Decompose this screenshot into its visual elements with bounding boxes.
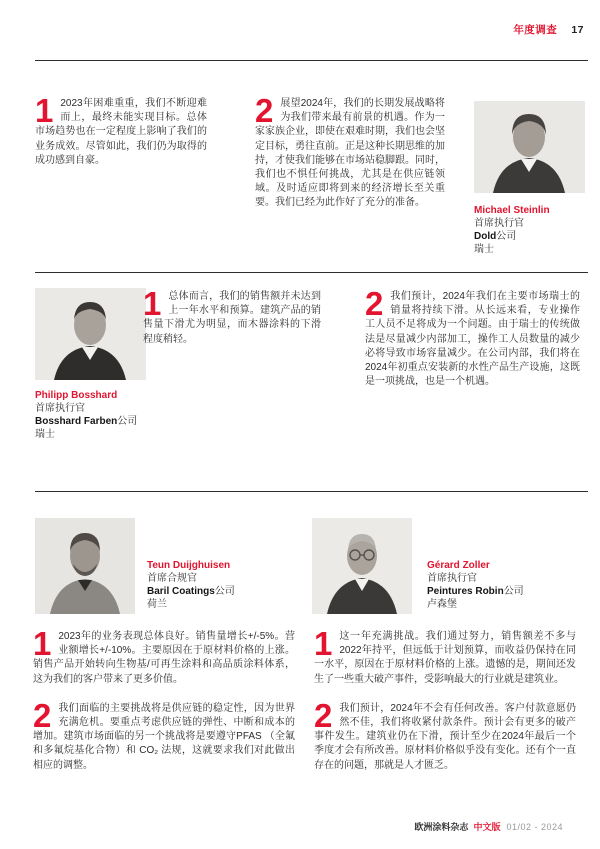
profile-caption bbox=[474, 204, 585, 256]
paragraph-number: 2 bbox=[314, 696, 333, 734]
headshot-photo bbox=[35, 518, 135, 614]
section-divider bbox=[35, 272, 588, 273]
profile-company-suffix: 公司 bbox=[214, 586, 235, 597]
quote-paragraph bbox=[35, 92, 207, 168]
page-header bbox=[513, 22, 584, 37]
profile-company-name: Bosshard Farben bbox=[35, 416, 118, 427]
profile-name: Teun Duijghuisen bbox=[147, 560, 231, 571]
paragraph-text: 2023年的业务表现总体良好。销售量增长+/-5%。营业额增长+/-10%。主要原因在于原材料价格的上涨。销售产品开始转向生物基/可再生涂料和高品质涂料体系，这为我们的客户带来了更多价值。 bbox=[33, 631, 295, 685]
profile-caption bbox=[35, 389, 146, 441]
paragraph-text: 这一年充满挑战。我们通过努力，销售额差不多与2022年持平，但远低于计划预算，而收益仍保持在同一水平，原因在于原材料价格的上涨。遗憾的是，期间还发生了一些重大破产事件，受影响最大的行业就是建筑业。 bbox=[314, 631, 576, 685]
profile-company bbox=[35, 415, 146, 428]
quote-paragraph bbox=[365, 285, 580, 389]
quote-paragraph bbox=[314, 625, 576, 687]
profile-company bbox=[427, 585, 524, 598]
profile-company-suffix: 公司 bbox=[117, 416, 138, 427]
paragraph-number: 1 bbox=[33, 625, 52, 662]
paragraph-text: 我们预计，2024年我们在主要市场瑞士的销量将持续下滑。从长远来看，专业操作工人员不足将成为一个问题。由于瑞士的传统做法是尽量减少内部加工，操作工人员数量的减少必将导致市场容量减少。在公司内部，我们将在2024年初重点安装新的水性产品生产设施，这既是一项挑战，也是一个机遇。 bbox=[365, 291, 580, 388]
paragraph-text: 我们预计，2024年不会有任何改善。客户付款意愿仍然不佳，我们将收紧付款条件。预计会有更多的破产事件发生。建筑业仍在下滑，预计至少在2024年最后一个季度才会有所改善。原材料价格似乎没有变化。还有个一直存在的问题，那就是人才匮乏。 bbox=[314, 702, 576, 771]
quote-paragraph bbox=[143, 285, 321, 347]
paragraph-text: 我们面临的主要挑战将是供应链的稳定性，因为世界充满危机。要重点考虑供应链的弹性、中断和成本的增加。建筑市场面临的另一个挑战将是要遵守PFAS （全氟和多氟烷基化合物）和 CO₂ 法规，这就要求我们对此做出相应的调整。 bbox=[33, 702, 295, 771]
paragraph-number: 2 bbox=[33, 696, 52, 734]
profile-caption bbox=[427, 559, 524, 611]
profile-caption bbox=[147, 559, 235, 611]
paragraph-text: 2023年困难重重，我们不断迎难而上，最终未能实现目标。总体市场趋势也在一定程度上影响了我们的业务成效。尽管如此，我们仍为取得的成功感到自豪。 bbox=[35, 98, 207, 166]
paragraph-text: 展望2024年，我们的长期发展战略将为我们带来最有前景的机遇。作为一家家族企业，即使在艰难时期，我们也会坚定目标，勇往直前。正是这种长期思维的加持，才使我们能够在市场站稳脚跟。同时，我们也不惧任何挑战，尤其是在供应链领域。及时适应即将到来的经济增长至关重要。我们已经为此作好了充分的准备。 bbox=[255, 98, 445, 209]
quote-paragraph bbox=[255, 92, 445, 211]
quote-column-s3-left bbox=[33, 625, 295, 773]
paragraph-number: 2 bbox=[365, 285, 384, 322]
footer-issue: 01/02 - 2024 bbox=[506, 822, 563, 832]
header-rule bbox=[35, 60, 588, 61]
profile-country: 卢森堡 bbox=[427, 599, 457, 610]
quote-column-s1-left bbox=[35, 92, 207, 168]
profile-card-teun-duijghuisen bbox=[35, 518, 235, 614]
footer-magazine-title: 欧洲涂料杂志 bbox=[414, 822, 469, 832]
paragraph-number: 2 bbox=[255, 92, 274, 129]
headshot-photo bbox=[312, 518, 412, 614]
quote-paragraph bbox=[314, 696, 576, 773]
headshot-photo bbox=[474, 101, 585, 193]
profile-company-name: Baril Coatings bbox=[147, 586, 215, 597]
profile-company-name: Dold bbox=[474, 231, 497, 242]
quote-column-s1-right bbox=[255, 92, 445, 211]
profile-name: Gérard Zoller bbox=[427, 560, 490, 571]
profile-title: 首席执行官 bbox=[474, 218, 524, 229]
profile-name: Michael Steinlin bbox=[474, 205, 550, 216]
profile-title: 首席合规官 bbox=[147, 573, 197, 584]
profile-company-name: Peintures Robin bbox=[427, 586, 504, 597]
page-number: 17 bbox=[571, 24, 584, 36]
profile-country: 瑞士 bbox=[474, 244, 494, 255]
quote-column-s2-left bbox=[143, 285, 321, 347]
footer-edition: 中文版 bbox=[473, 822, 501, 832]
profile-country: 荷兰 bbox=[147, 599, 167, 610]
quote-paragraph bbox=[33, 696, 295, 773]
section-label: 年度调查 bbox=[513, 24, 558, 36]
quote-column-s2-right bbox=[365, 285, 580, 389]
profile-company bbox=[474, 230, 585, 243]
paragraph-number: 1 bbox=[35, 92, 54, 129]
profile-title: 首席执行官 bbox=[427, 573, 477, 584]
profile-country: 瑞士 bbox=[35, 429, 55, 440]
profile-title: 首席执行官 bbox=[35, 403, 85, 414]
paragraph-number: 1 bbox=[143, 285, 162, 322]
headshot-photo bbox=[35, 288, 146, 380]
profile-company-suffix: 公司 bbox=[496, 231, 517, 242]
profile-company-suffix: 公司 bbox=[503, 586, 524, 597]
profile-card-gerard-zoller bbox=[312, 518, 524, 614]
section-divider bbox=[35, 491, 588, 492]
page-footer bbox=[414, 820, 563, 833]
paragraph-number: 1 bbox=[314, 625, 333, 662]
quote-paragraph bbox=[33, 625, 295, 687]
quote-column-s3-right bbox=[314, 625, 576, 773]
profile-company bbox=[147, 585, 235, 598]
paragraph-text: 总体而言，我们的销售额并未达到上一年水平和预算。建筑产品的销售量下滑尤为明显，而木器涂料的下滑程度稍轻。 bbox=[143, 291, 321, 345]
profile-card-philipp-bosshard bbox=[35, 288, 146, 441]
profile-card-michael-steinlin bbox=[474, 101, 585, 256]
profile-name: Philipp Bosshard bbox=[35, 390, 118, 401]
